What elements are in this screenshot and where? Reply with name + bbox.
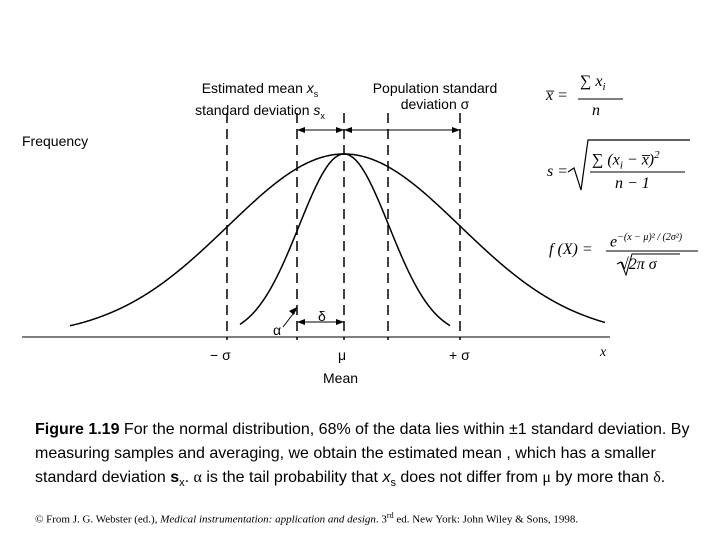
caption-xs-var: x [382, 469, 391, 486]
caption-comma: , [501, 445, 511, 462]
y-axis-label: Frequency [22, 133, 89, 149]
population-sd-line2: deviation σ [400, 96, 470, 112]
xs-variable: x [306, 80, 314, 96]
pdf-num-base: e [610, 233, 618, 251]
estimated-mean-line2: standard deviation [195, 101, 314, 118]
std-num-sub: i [619, 159, 623, 172]
caption-mu: μ [542, 469, 551, 486]
mean-num-text: ∑ x [580, 73, 603, 90]
mean-formula-numerator [580, 74, 606, 95]
sx-subscript: x [320, 110, 325, 121]
caption-text-4: is the tail probability that [201, 469, 383, 486]
pdf-formula-denominator: √2π σ [620, 256, 657, 273]
sigma-width-arrow [344, 127, 460, 133]
population-sd-label [355, 80, 515, 112]
caption-text-1: For the normal distribution, 68% of the data lies within ±1 standard deviation. By measuring samples and averaging, we obtain the estimated mean [35, 421, 690, 462]
pdf-formula-lhs: f (X) = [549, 241, 593, 258]
std-formula-numerator [592, 147, 660, 174]
sample-mean-distribution-curve [240, 154, 450, 326]
figure-number: Figure 1.19 [35, 421, 120, 438]
estimated-mean-line1: Estimated mean [201, 80, 307, 96]
population-sd-line1: Population standard [372, 80, 498, 96]
alpha-pointer-arrow [283, 307, 297, 327]
caption-sx-sub: x [179, 477, 185, 490]
credit-post-2: ed. New York: John Wiley & Sons, 1998. [393, 513, 579, 526]
caption-text-5: does not differ from [395, 469, 543, 486]
mean-formula-lhs: x̅ = [546, 87, 568, 104]
std-num-sup: 2 [654, 149, 660, 161]
caption-alpha: α [193, 469, 202, 486]
mean-num-sub: i [602, 81, 606, 94]
alpha-label: α [273, 322, 282, 338]
mean-formula-denominator: n [592, 102, 600, 119]
caption-delta: δ [653, 469, 661, 486]
caption-text-7: . [660, 469, 666, 486]
caption-text-3: . [184, 469, 194, 486]
credit-post-1: . 3 [375, 513, 387, 526]
std-formula-lhs: s = [547, 163, 569, 180]
mean-label: Mean [323, 370, 359, 386]
caption-text-2: which has a smaller standard deviation [35, 445, 656, 486]
sx-width-arrow [297, 127, 344, 133]
pdf-num-exponent: −(x − μ)² / (2σ²) [617, 232, 683, 243]
caption-xs-sub: s [390, 477, 396, 490]
mu-label: μ [338, 347, 347, 363]
figure-caption [35, 418, 695, 495]
population-distribution-curve [70, 154, 605, 326]
credit-title: Medical instrumentation: application and design [160, 513, 376, 526]
minus-sigma-label: − σ [210, 347, 231, 363]
plus-sigma-label: + σ [449, 347, 470, 363]
sx-variable: s [313, 101, 321, 118]
credit-pre: © From J. G. Webster (ed.), [35, 513, 161, 526]
std-num-text: ∑ (x [592, 151, 620, 169]
source-credit [35, 511, 578, 526]
estimated-mean-label [180, 80, 340, 124]
std-formula-denominator: n − 1 [615, 175, 650, 192]
delta-label: δ [318, 308, 326, 324]
credit-sup: rd [386, 511, 394, 520]
xs-subscript: s [313, 88, 319, 99]
pdf-formula-numerator [610, 230, 682, 250]
std-num-tail: − x̅) [622, 151, 655, 169]
x-axis-label: x [600, 345, 607, 360]
caption-sx-var: s [170, 469, 180, 486]
caption-text-6: by more than [550, 469, 654, 486]
